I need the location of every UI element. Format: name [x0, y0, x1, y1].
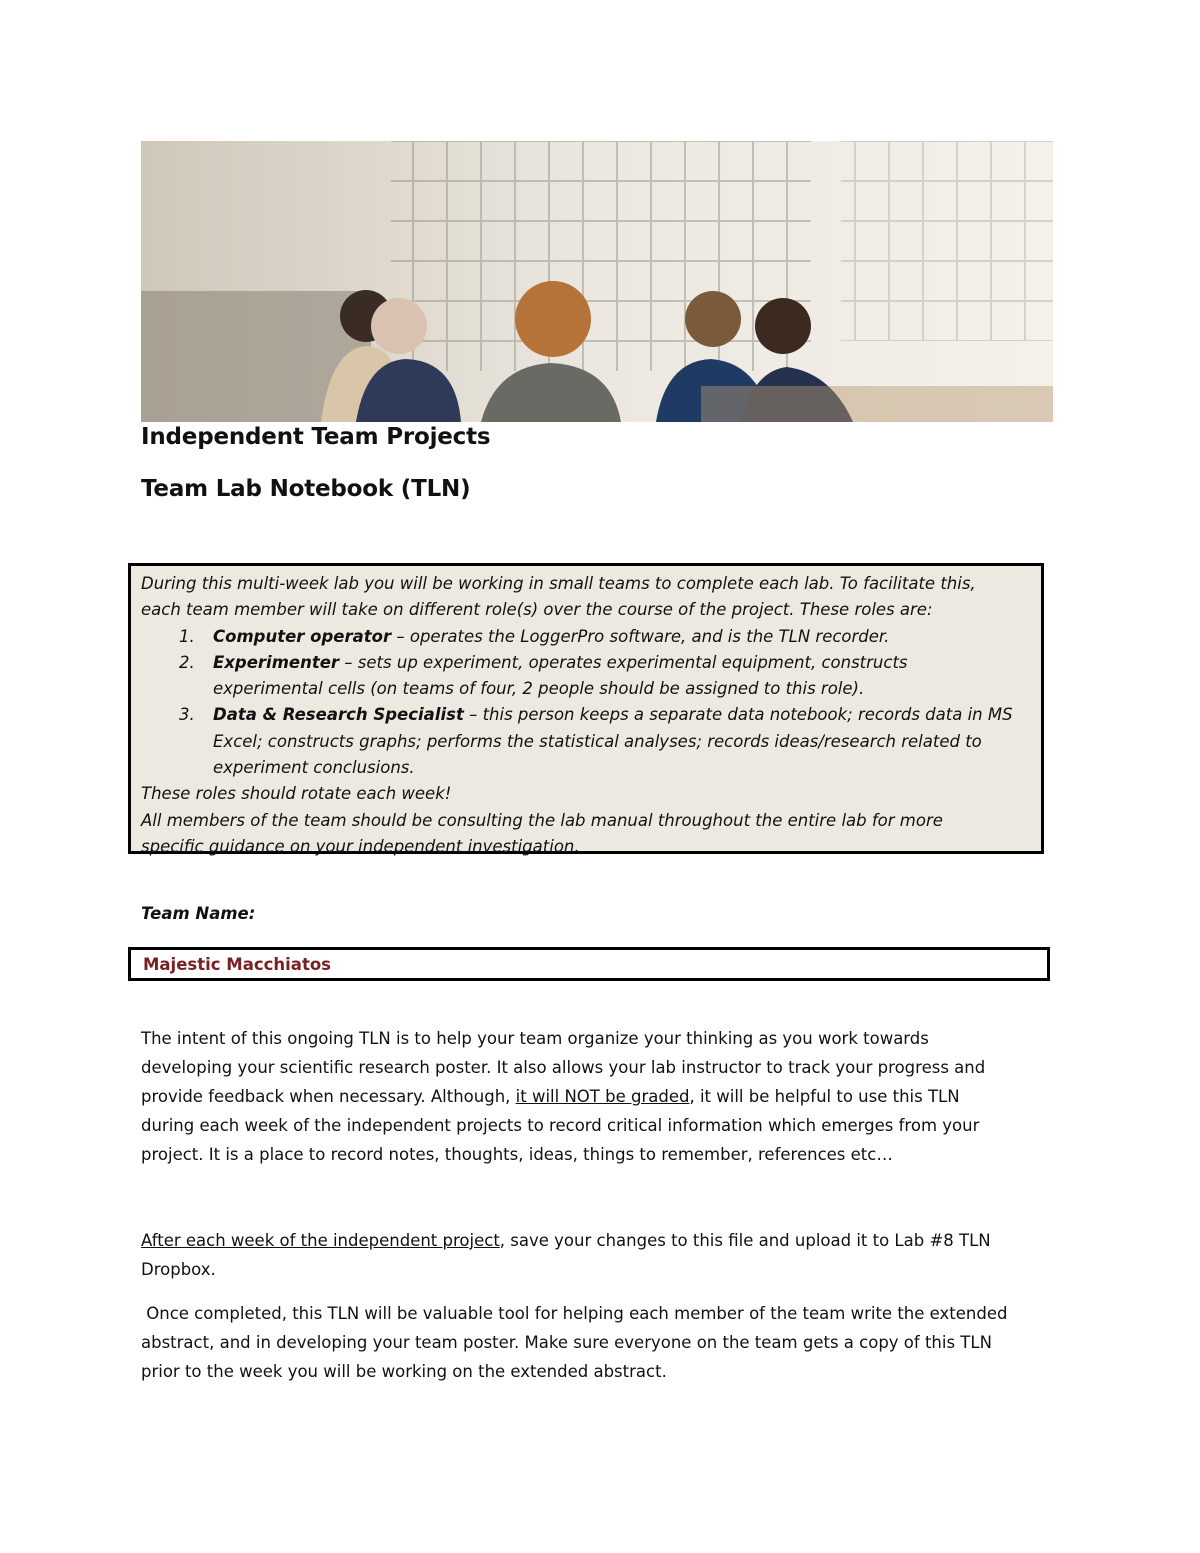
roles-box — [128, 563, 1044, 854]
role-number: 3. — [179, 705, 195, 725]
roles-list — [141, 624, 1041, 782]
not-graded-emphasis: it will NOT be graded — [515, 1087, 690, 1106]
role-name: Data & Research Specialist — [213, 705, 464, 725]
upload-emphasis: After each week of the independent project — [141, 1231, 500, 1250]
page-subtitle: Team Lab Notebook (TLN) — [141, 476, 471, 502]
completed-paragraph — [141, 1299, 1061, 1386]
role-description: Excel; constructs graphs; performs the statistical analyses; records ideas/research related to — [213, 731, 982, 751]
paragraph-line: Dropbox. — [141, 1260, 216, 1279]
role-description: – operates the LoggerPro software, and is the TLN recorder. — [391, 626, 890, 646]
intent-paragraph — [141, 1024, 1061, 1169]
role-description: experiment conclusions. — [213, 758, 415, 778]
paragraph-line: project. It is a place to record notes, thoughts, ideas, things to remember, references etc… — [141, 1145, 893, 1164]
team-name-field[interactable] — [128, 947, 1050, 981]
team-name-value: Majestic Macchiatos — [143, 955, 331, 974]
paragraph-line: Once completed, this TLN will be valuable tool for helping each member of the team write the extended — [141, 1304, 1008, 1323]
text-segment: , it will be helpful to use this TLN — [689, 1087, 960, 1106]
role-item — [141, 624, 1041, 650]
role-item — [141, 650, 1041, 703]
paragraph-line — [141, 1226, 1061, 1255]
paragraph-line — [141, 1082, 1061, 1111]
role-description: experimental cells (on teams of four, 2 people should be assigned to this role). — [213, 679, 865, 699]
rotate-note: These roles should rotate each week! — [141, 784, 452, 804]
paragraph-line: The intent of this ongoing TLN is to help your team organize your thinking as you work towards — [141, 1029, 929, 1048]
team-name-label: Team Name: — [141, 904, 256, 923]
roles-intro-line: each team member will take on different role(s) over the course of the project. These roles are: — [141, 600, 933, 620]
upload-paragraph — [141, 1226, 1061, 1284]
role-description: – sets up experiment, operates experimental equipment, constructs — [339, 652, 908, 672]
team-meeting-photo — [141, 141, 1053, 422]
text-segment: provide feedback when necessary. Although, — [141, 1087, 516, 1106]
role-description: – this person keeps a separate data notebook; records data in MS — [463, 705, 1013, 725]
role-item — [141, 702, 1041, 781]
role-name: Computer operator — [213, 626, 392, 646]
consult-note: All members of the team should be consulting the lab manual throughout the entire lab for more — [141, 810, 943, 830]
paragraph-line: during each week of the independent projects to record critical information which emerges from your — [141, 1116, 980, 1135]
role-name: Experimenter — [213, 652, 340, 672]
paragraph-line: developing your scientific research poster. It also allows your lab instructor to track your progress and — [141, 1058, 986, 1077]
consult-note: specific guidance on your independent investigation. — [141, 836, 580, 856]
role-number: 1. — [179, 626, 195, 646]
roles-intro-line: During this multi-week lab you will be working in small teams to complete each lab. To facilitate this, — [141, 574, 976, 593]
paragraph-line: prior to the week you will be working on the extended abstract. — [141, 1362, 667, 1381]
page-title: Independent Team Projects — [141, 424, 491, 450]
role-number: 2. — [179, 652, 195, 672]
text-segment: , save your changes to this file and upload it to Lab #8 TLN — [499, 1231, 991, 1250]
paragraph-line: abstract, and in developing your team poster. Make sure everyone on the team gets a copy of this TLN — [141, 1333, 992, 1352]
header-photo — [141, 141, 1053, 422]
